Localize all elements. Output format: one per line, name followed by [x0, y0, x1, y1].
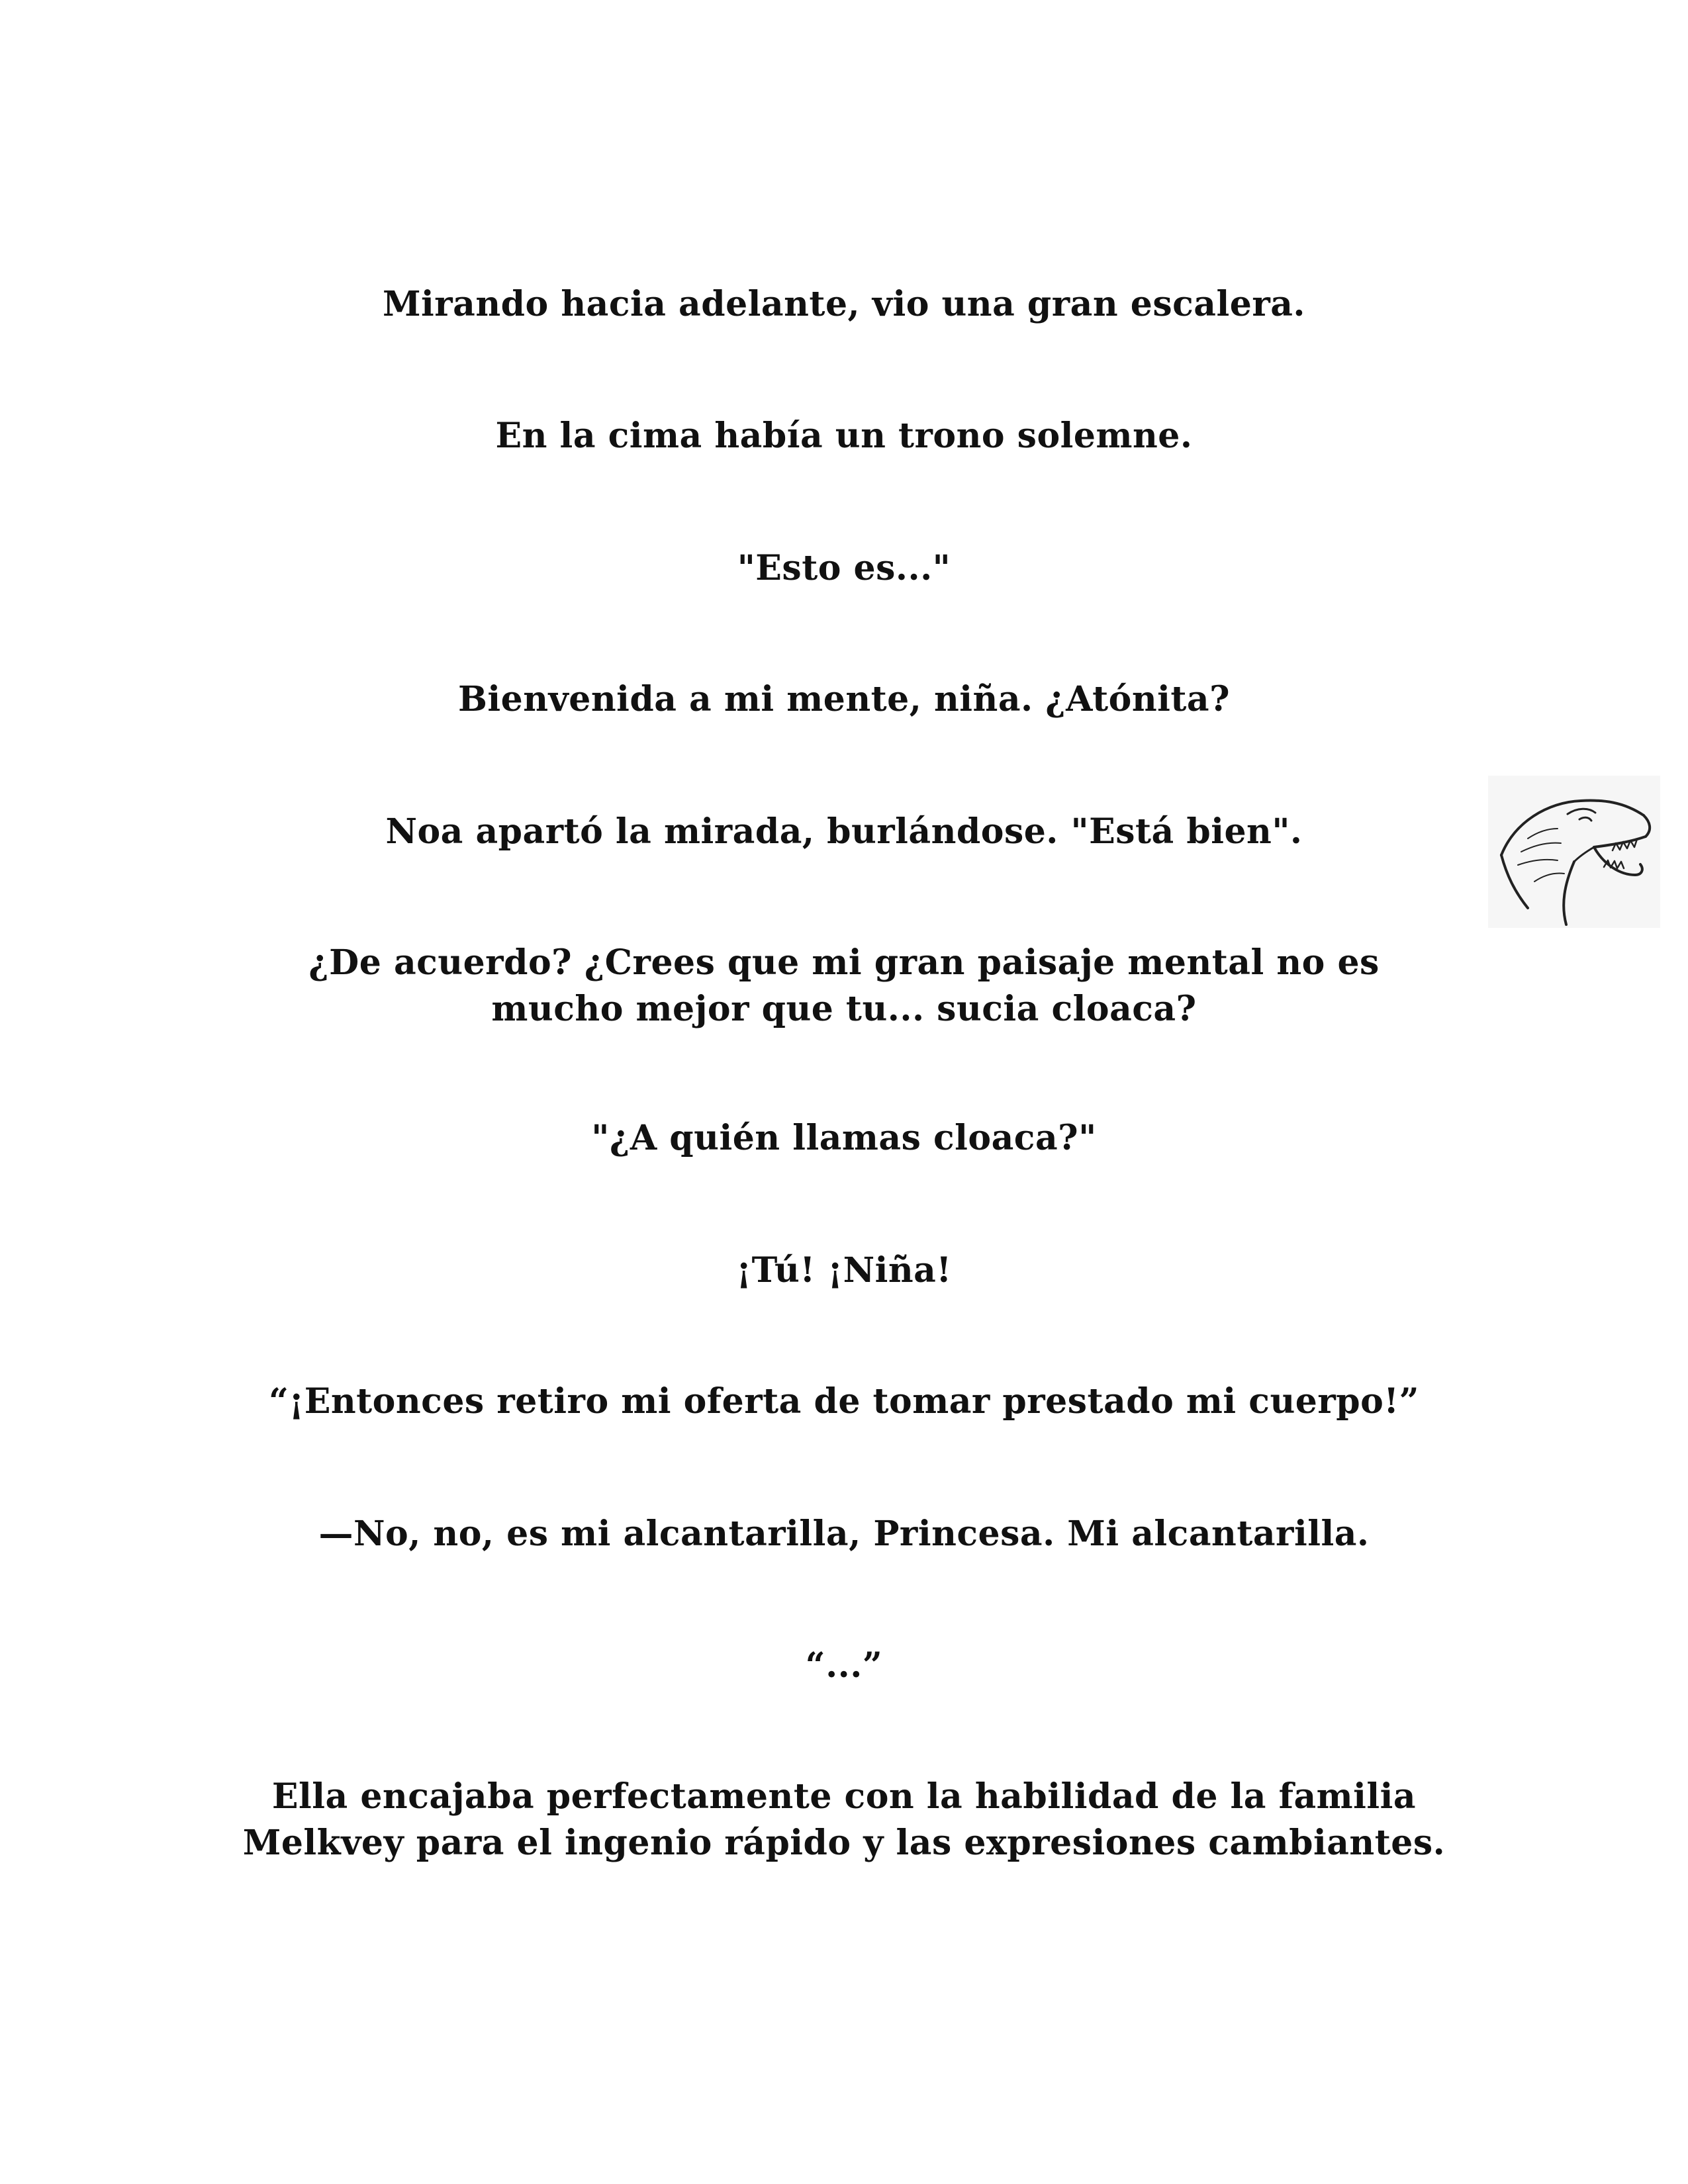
- paragraph-7: "¿A quién llamas cloaca?": [591, 1118, 1097, 1158]
- paragraph-9: “¡Entonces retiro mi oferta de tomar prestado mi cuerpo!”: [268, 1381, 1420, 1422]
- dinosaur-head-sketch-icon: [1488, 776, 1660, 928]
- paragraph-5: Noa apartó la mirada, burlándose. "Está bien".: [385, 811, 1303, 852]
- paragraph-8: ¡Tú! ¡Niña!: [736, 1250, 952, 1291]
- paragraph-6: ¿De acuerdo? ¿Crees que mi gran paisaje mental no es mucho mejor que tu... sucia cloaca?: [308, 942, 1380, 1029]
- paragraph-1: Mirando hacia adelante, vio una gran escalera.: [382, 284, 1306, 324]
- paragraph-2: En la cima había un trono solemne.: [495, 416, 1193, 456]
- paragraph-12: Ella encajaba perfectamente con la habilidad de la familia Melkvey para el ingenio rápido y las expresiones cambiantes.: [242, 1776, 1446, 1863]
- paragraph-10: —No, no, es mi alcantarilla, Princesa. Mi alcantarilla.: [318, 1514, 1370, 1554]
- paragraph-3: "Esto es...": [737, 548, 951, 588]
- paragraph-11: “...”: [805, 1645, 883, 1686]
- paragraph-4: Bienvenida a mi mente, niña. ¿Atónita?: [457, 679, 1231, 719]
